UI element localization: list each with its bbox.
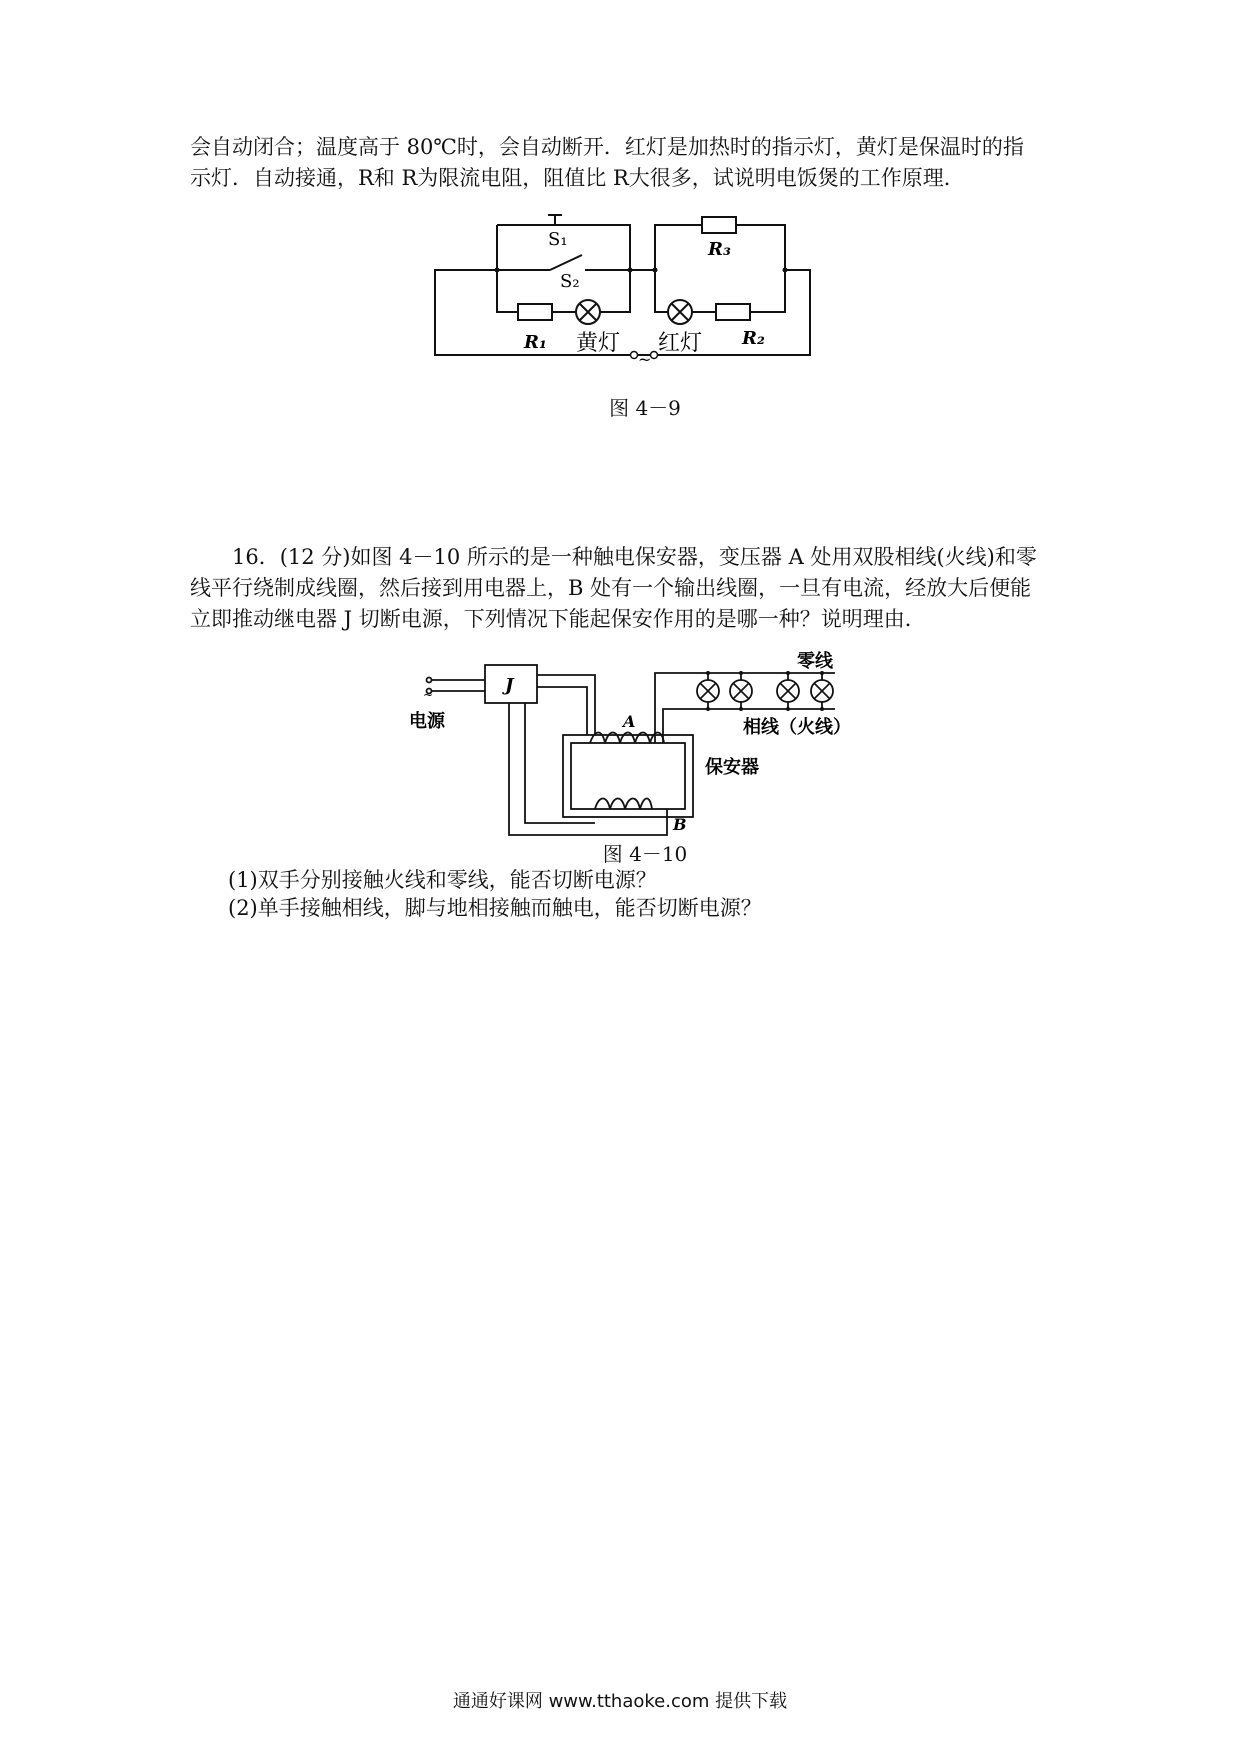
q15-line-2: 示灯．自动接通，R和 R为限流电阻，阻值比 R大很多，试说明电饭煲的工作原理． bbox=[190, 166, 965, 190]
label-ac-source: ~ bbox=[638, 350, 652, 369]
q16-sub-1: (1)双手分别接触火线和零线，能否切断电源？ bbox=[228, 868, 657, 892]
label-neutral-line: 零线 bbox=[797, 651, 833, 672]
label-s1: S₁ bbox=[548, 229, 568, 250]
footer-credit: 通通好课网 www.tthaoke.com 提供下载 bbox=[452, 1691, 788, 1712]
q16-sub-2: (2)单手接触相线，脚与地相接触而触电，能否切断电源？ bbox=[228, 896, 762, 920]
figure-4-9-caption: 图 4－9 bbox=[609, 396, 681, 420]
q15-line-1: 会自动闭合；温度高于 80℃时，会自动断开．红灯是加热时的指示灯，黄灯是保温时的指 bbox=[190, 135, 1024, 159]
label-yellow-lamp: 黄灯 bbox=[576, 331, 621, 356]
q16-line-2: 线平行绕制成线圈，然后接到用电器上，B 处有一个输出线圈，一旦有电流，经放大后便能 bbox=[190, 576, 1032, 600]
q16-line-1: 16．(12 分)如图 4－10 所示的是一种触电保安器，变压器 A 处用双股相线(火线)和零 bbox=[232, 545, 1037, 569]
label-r3: R₃ bbox=[708, 239, 731, 260]
label-power: 电源 bbox=[409, 711, 445, 732]
label-r1: R₁ bbox=[524, 332, 547, 353]
label-coil-a: A bbox=[623, 712, 636, 731]
label-s2: S₂ bbox=[560, 271, 580, 292]
label-relay-j: J bbox=[505, 675, 514, 696]
q16-text bbox=[190, 542, 1060, 635]
label-ac-power: ~ bbox=[423, 688, 434, 702]
figure-4-10-caption: 图 4－10 bbox=[602, 842, 688, 866]
label-coil-b: B bbox=[673, 815, 687, 834]
label-r2: R₂ bbox=[742, 328, 765, 349]
q15-text bbox=[190, 132, 1060, 194]
label-protector: 保安器 bbox=[705, 757, 759, 778]
figure-4-9 bbox=[480, 215, 820, 395]
label-red-lamp: 红灯 bbox=[658, 331, 703, 356]
figure-4-10 bbox=[409, 651, 865, 840]
label-phase-line: 相线（火线） bbox=[743, 717, 851, 738]
q16-line-3: 立即推动继电器 J 切断电源，下列情况下能起保安作用的是哪一种？说明理由． bbox=[190, 607, 926, 631]
